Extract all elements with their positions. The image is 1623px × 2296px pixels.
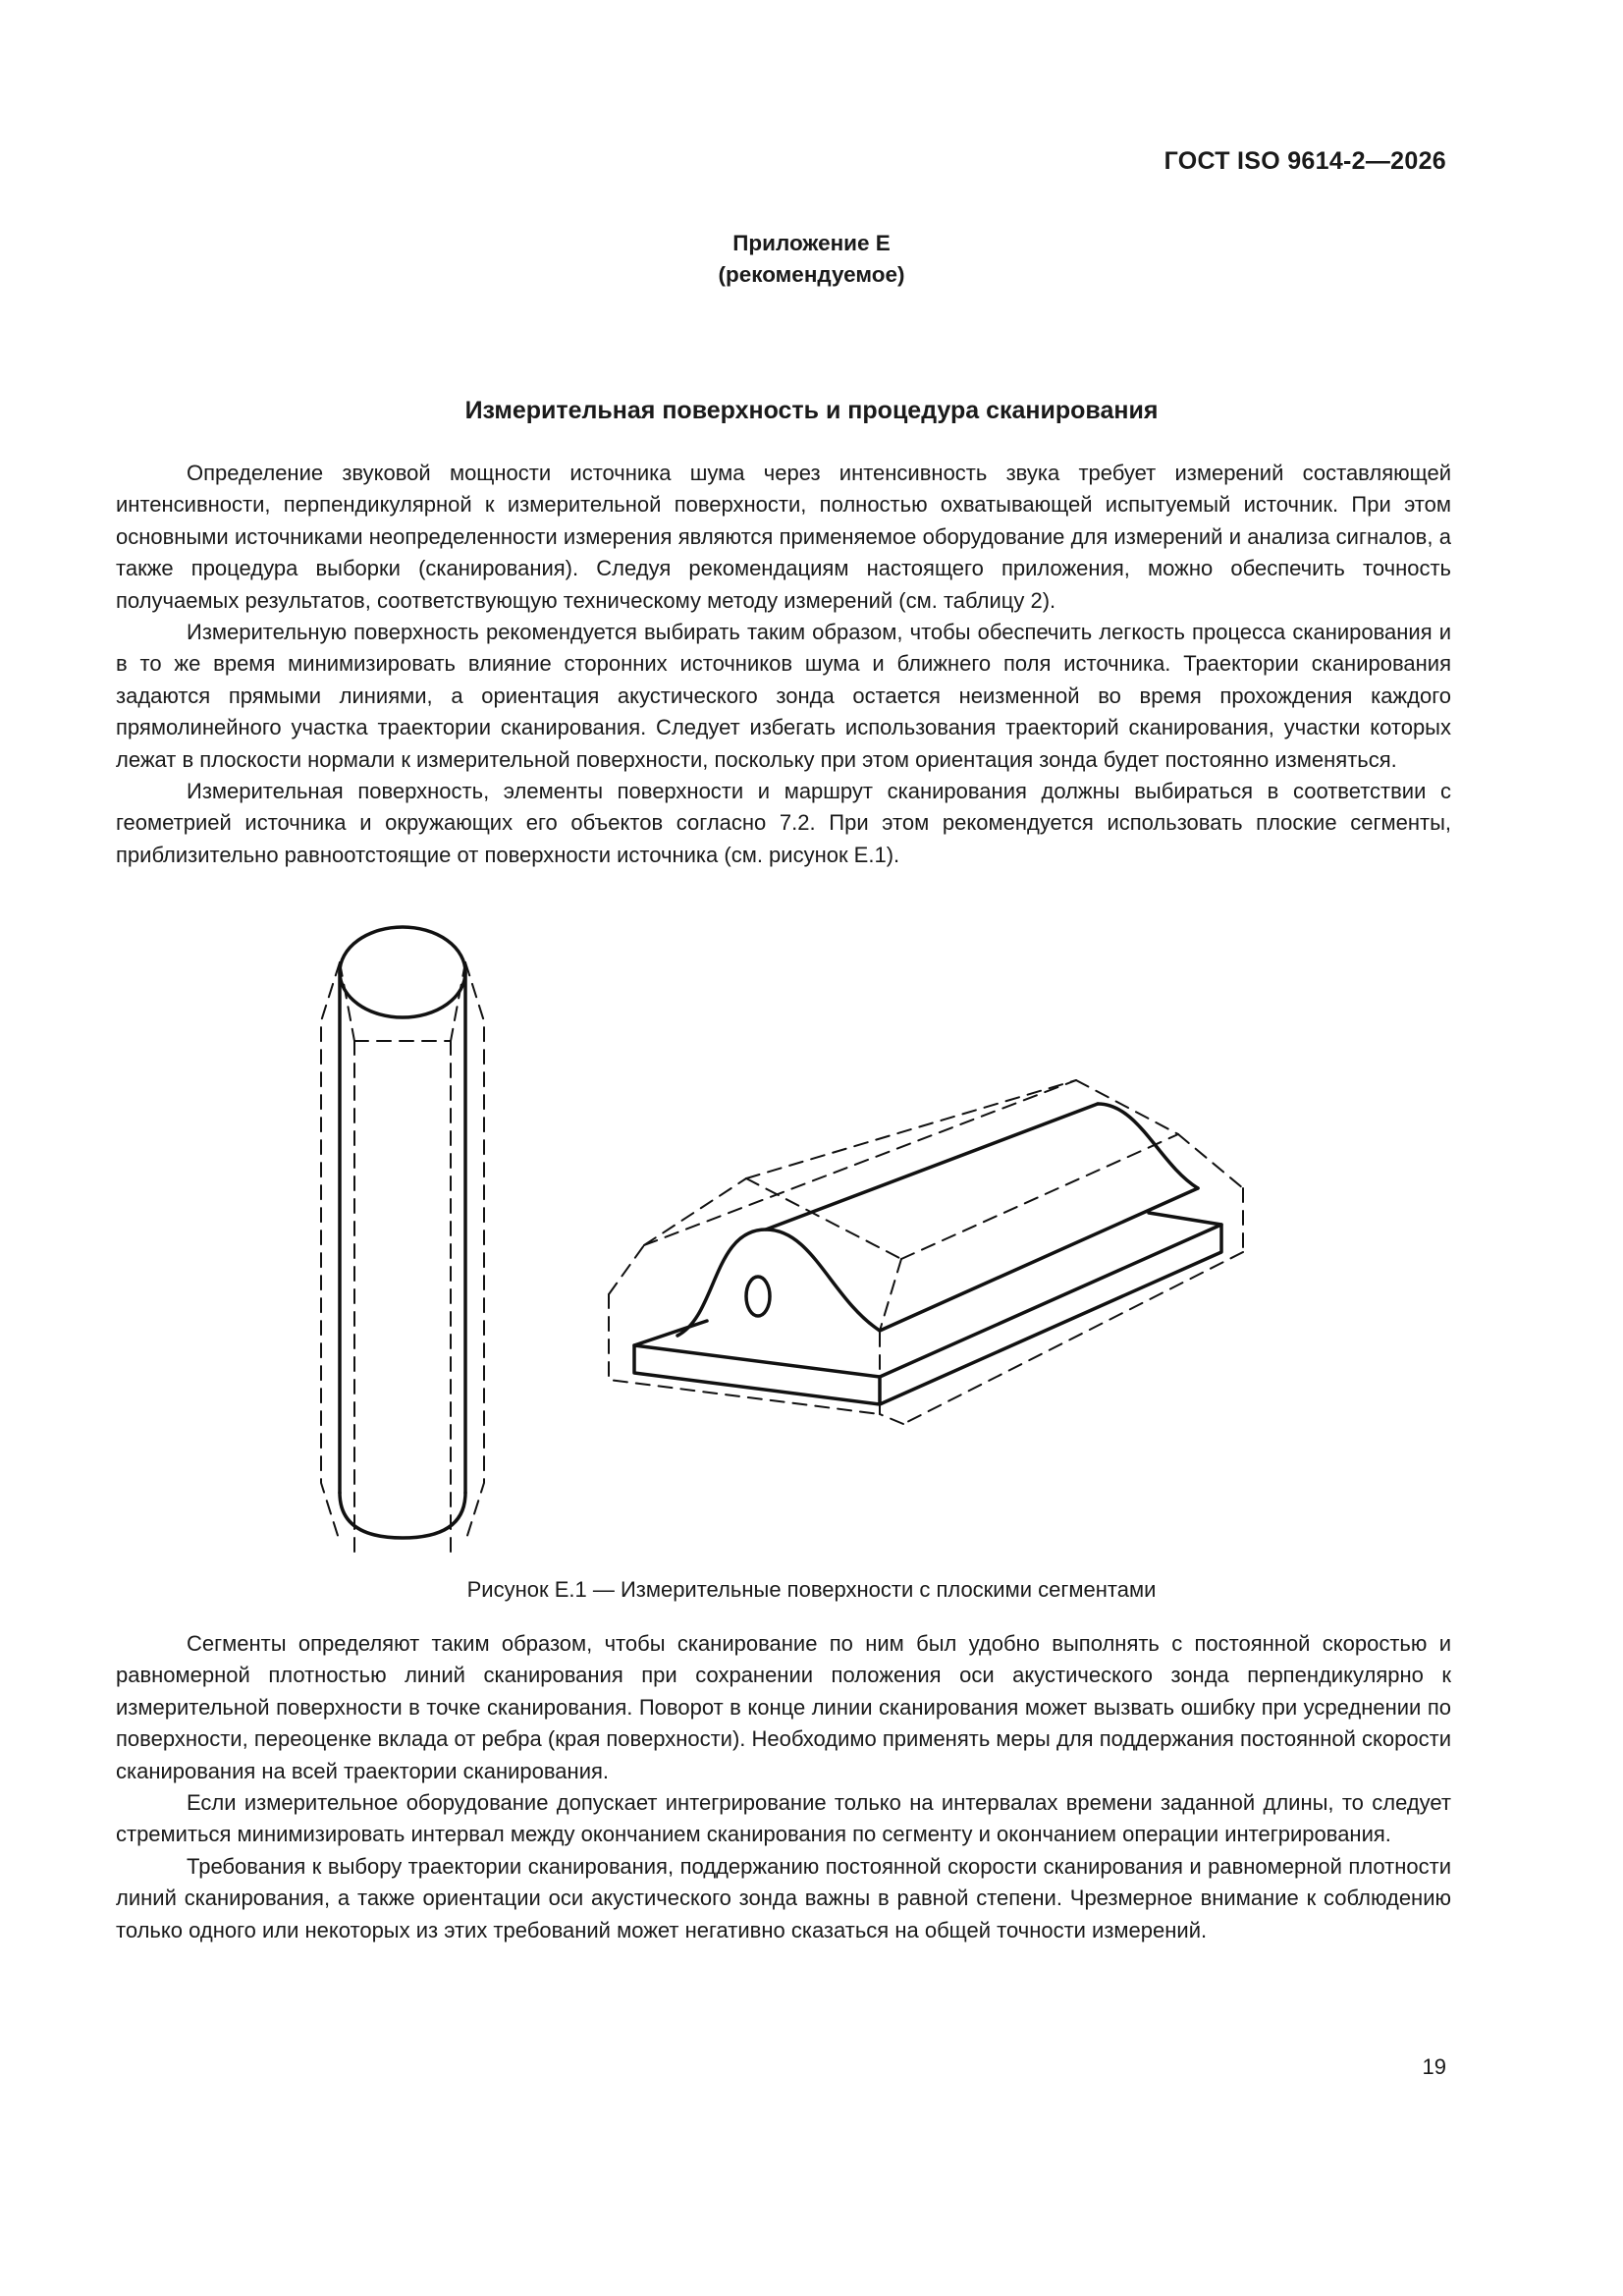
ridge-measurement-surface	[609, 1080, 1243, 1424]
annex-title: Приложение Е	[732, 231, 891, 255]
paragraph: Требования к выбору траектории сканирования, поддержанию постоянной скорости сканирования и равномерной плотности линий сканирования, а также ориентации оси акустического зонда важны в равной степени. Чрезмерное внимание к соблюдению только одного или некоторых из этих требований может негативно сказаться на общей точности измерений.	[116, 1853, 1451, 1942]
cylinder-source	[340, 927, 465, 1538]
figure-caption: Рисунок Е.1 — Измерительные поверхности с плоскими сегментами	[466, 1577, 1157, 1602]
page-number: 19	[1422, 2054, 1446, 2079]
standard-code: ГОСТ ISO 9614-2—2026	[1163, 147, 1446, 175]
ridge-source	[634, 1104, 1221, 1404]
paragraph: Измерительную поверхность рекомендуется выбирать таким образом, чтобы обеспечить легкость процесса сканирования и в то же время минимизировать влияние сторонних источников шума и ближнего поля источника. Траектории сканирования задаются прямыми линиями, а ориентация акустического зонда остается неизменной во время прохождения каждого прямолинейного участка траектории сканирования. Следует избегать использования траекторий сканирования, участки которых лежат в плоскости нормали к измерительной поверхности, поскольку при этом ориентация зонда будет постоянно изменяться.	[116, 620, 1451, 772]
body-text-after-figure	[116, 1628, 1451, 1946]
paragraph: Если измерительное оборудование допускает интегрирование только на интервалах времени заданной длины, то следует стремиться минимизировать интервал между окончанием сканирования по сегменту и окончанием операции интегрирования.	[116, 1790, 1451, 1847]
paragraph: Определение звуковой мощности источника шума через интенсивность звука требует измерений составляющей интенсивности, перпендикулярной к измерительной поверхности, полностью охватывающей испытуемый источник. При этом основными источниками неопределенности измерения являются применяемое оборудование для измерений и анализа сигналов, а также процедура выборки (сканирования). Следуя рекомендациям настоящего приложения, можно обеспечить точность получаемых результатов, соответствующую техническому методу измерений (см. таблицу 2).	[116, 461, 1451, 613]
paragraph: Измерительная поверхность, элементы поверхности и маршрут сканирования должны выбираться в соответствии с геометрией источника и окружающих его объектов согласно 7.2. При этом рекомендуется использовать плоские сегменты, приблизительно равноотстоящие от поверхности источника (см. рисунок Е.1).	[116, 779, 1451, 867]
cylinder-measurement-surface	[321, 962, 484, 1557]
section-title: Измерительная поверхность и процедура сканирования	[464, 397, 1159, 424]
annex-status: (рекомендуемое)	[718, 262, 905, 287]
paragraph: Сегменты определяют таким образом, чтобы сканирование по ним был удобно выполнять с постоянной скоростью и равномерной плотностью линий сканирования при сохранении положения оси акустического зонда перпендикулярно к измерительной поверхности в точке сканирования. Поворот в конце линии сканирования может вызвать ошибку при усреднении по поверхности, переоценке вклада от ребра (края поверхности). Необходимо применять меры для поддержания постоянной скорости сканирования на всей траектории сканирования.	[116, 1631, 1451, 1783]
